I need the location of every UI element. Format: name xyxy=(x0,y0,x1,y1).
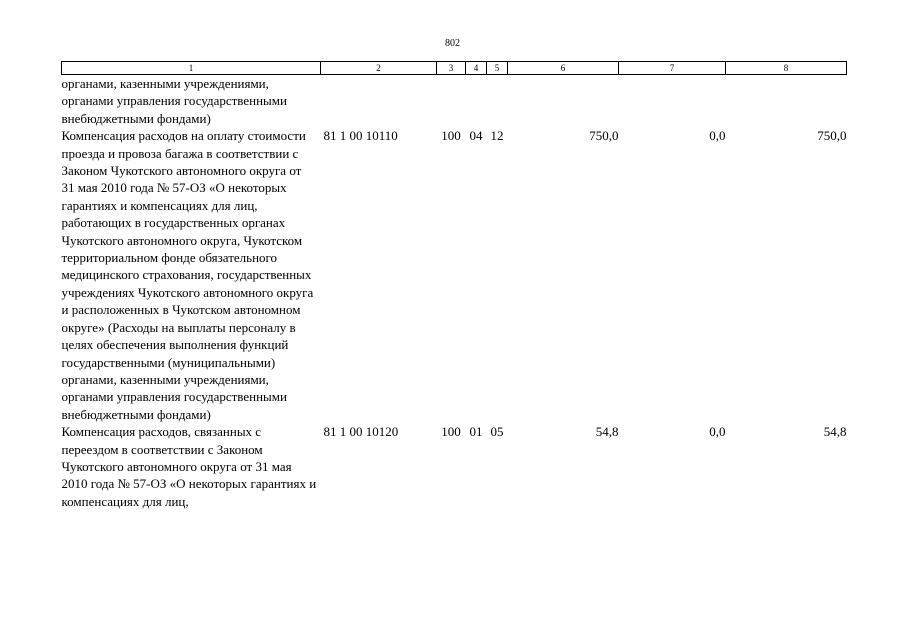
row-amount-subvention: 0,0 xyxy=(709,424,726,440)
column-header-3: 3 xyxy=(437,62,466,75)
row-code: 81 1 00 10110 xyxy=(323,128,398,144)
page-number: 802 xyxy=(445,38,460,49)
row-amount-own: 750,0 xyxy=(817,128,847,144)
column-header-1: 1 xyxy=(62,62,321,75)
row-expense-type xyxy=(437,75,466,128)
row-name: органами, казенными учреждениями, органами управления государственными внебюджетными фондами) xyxy=(61,76,287,126)
row-expense-type: 100 xyxy=(441,128,461,144)
row-subsection: 05 xyxy=(490,424,504,440)
row-code: 81 1 00 10120 xyxy=(323,424,399,440)
row-section xyxy=(466,75,487,128)
row-subsection: 12 xyxy=(490,128,504,144)
row-amount-own: 54,8 xyxy=(823,424,847,440)
row-amount-total xyxy=(508,75,619,128)
column-header-4: 4 xyxy=(466,62,487,75)
row-amount-total: 750,0 xyxy=(589,128,619,144)
budget-table xyxy=(61,61,847,510)
column-header-6: 6 xyxy=(508,62,619,75)
table-row xyxy=(62,75,847,128)
row-name: Компенсация расходов на оплату стоимости проезда и провоза багажа в соответствии с Законом Чукотского автономного округа от 31 мая 2010 года № 57-ОЗ «О некоторых гарантиях и компенсациях для лиц, работающих в государственных органах Чукотского автономного округа, Чукотском территориальном фонде обязательного медицинского страхования, государственных учреждениях Чукотского автономного округа и расположенных в Чукотском автономном округе» (Расходы на выплаты персоналу в целях обеспечения выполнения функций государственными (муниципальными) органами, казенными учреждениями, органами управления государственными внебюджетными фондами) xyxy=(61,128,314,422)
row-amount-own xyxy=(726,75,847,128)
column-header-8: 8 xyxy=(726,62,847,75)
column-header-5: 5 xyxy=(487,62,508,75)
row-amount-total: 54,8 xyxy=(595,424,619,440)
table-row xyxy=(62,127,847,423)
row-name: Компенсация расходов, связанных с переездом в соответствии с Законом Чукотского автономного округа от 31 мая 2010 года № 57-ОЗ «О некоторых гарантиях и компенсациях для лиц, xyxy=(61,424,317,509)
row-amount-subvention: 0,0 xyxy=(709,128,726,144)
table-body xyxy=(62,75,847,511)
column-header-2: 2 xyxy=(321,62,437,75)
header-row xyxy=(62,62,847,75)
row-expense-type: 100 xyxy=(441,424,461,440)
table-header xyxy=(62,62,847,75)
row-section: 04 xyxy=(469,128,483,144)
row-code xyxy=(321,75,437,128)
table-row xyxy=(62,423,847,510)
column-header-7: 7 xyxy=(619,62,726,75)
row-amount-subvention xyxy=(619,75,726,128)
row-section: 01 xyxy=(469,424,483,440)
row-subsection xyxy=(487,75,508,128)
